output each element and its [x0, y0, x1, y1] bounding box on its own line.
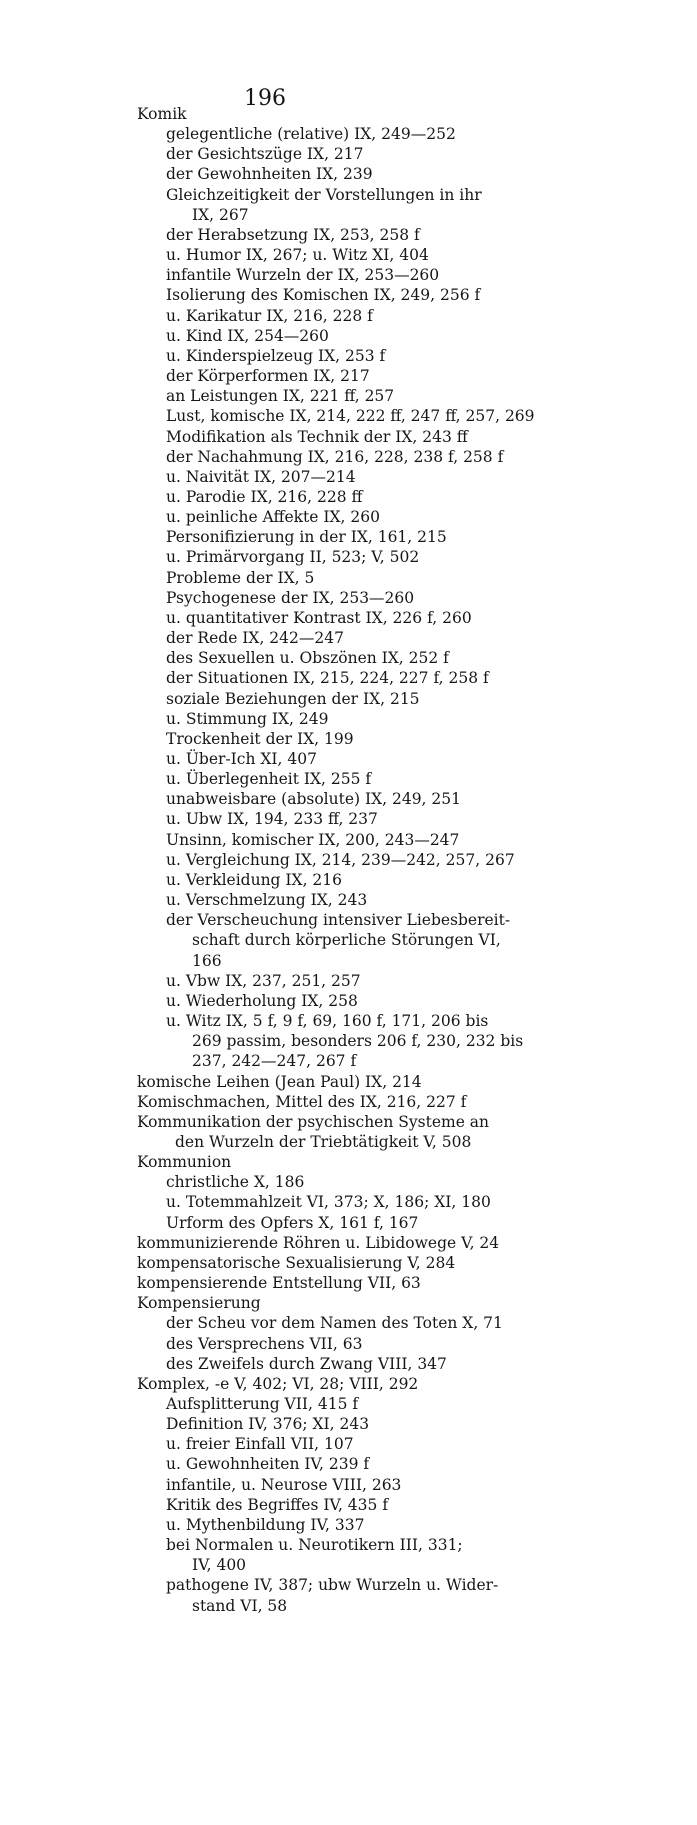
entry-line: Definition IV, 376; XI, 243 [166, 1415, 370, 1434]
index-subentry [0, 789, 697, 809]
entry-line: Aufsplitterung VII, 415 f [166, 1395, 359, 1413]
entry-continuation-line: 166 [192, 951, 222, 970]
entry-line: bei Normalen u. Neurotikern III, 331; [166, 1536, 463, 1555]
index-subentry [0, 1192, 697, 1212]
index-subentry [0, 527, 697, 547]
entry-line: unabweisbare (absolute) IX, 249, 251 [166, 790, 461, 809]
index-subentry [0, 1475, 697, 1495]
entry-line: der Gewohnheiten IX, 239 [166, 165, 373, 184]
index-subentry [0, 568, 697, 588]
index-subentry [0, 668, 697, 688]
index-subentry [0, 306, 697, 326]
index-list [0, 104, 697, 1616]
entry-line: pathogene IV, 387; ubw Wurzeln u. Wider- [166, 1576, 499, 1595]
index-subentry [0, 1535, 697, 1575]
index-heading [0, 1253, 697, 1273]
index-subentry [0, 809, 697, 829]
entry-line: Modifikation als Technik der IX, 243 ff [166, 427, 468, 446]
entry-line: Personifizierung in der IX, 161, 215 [166, 528, 447, 547]
entry-line: u. Kind IX, 254—260 [166, 326, 329, 345]
entry-line: u. Mythenbildung IV, 337 [166, 1515, 365, 1534]
index-subentry [0, 1394, 697, 1414]
index-subentry [0, 729, 697, 749]
entry-line: Lust, komische IX, 214, 222 ff, 247 ff, 257, 269 [166, 407, 535, 426]
index-subentry [0, 1454, 697, 1474]
index-subentry [0, 1434, 697, 1454]
index-subentry [0, 1313, 697, 1333]
entry-line: u. Wiederholung IX, 258 [166, 991, 358, 1010]
index-subentry [0, 628, 697, 648]
index-subentry [0, 971, 697, 991]
entry-line: u. Ubw IX, 194, 233 ff, 237 [166, 810, 378, 829]
entry-line: Urform des Opfers X, 161 f, 167 [166, 1213, 419, 1232]
index-subentry [0, 487, 697, 507]
entry-continuation-line: stand VI, 58 [192, 1596, 288, 1615]
entry-continuation-line: IV, 400 [192, 1556, 247, 1575]
index-heading [0, 104, 697, 124]
index-heading [0, 1293, 697, 1313]
index-subentry [0, 910, 697, 970]
entry-line: u. Witz IX, 5 f, 9 f, 69, 160 f, 171, 206 bis [166, 1012, 489, 1031]
entry-line: Komischmachen, Mittel des IX, 216, 227 f [137, 1092, 467, 1111]
entry-line: soziale Beziehungen der IX, 215 [166, 689, 420, 708]
entry-line: u. Vbw IX, 237, 251, 257 [166, 971, 361, 990]
index-subentry [0, 1354, 697, 1374]
index-subentry [0, 427, 697, 447]
entry-line: gelegentliche (relative) IX, 249—252 [166, 125, 456, 144]
index-heading [0, 1152, 697, 1172]
entry-continuation-line: 237, 242—247, 267 f [192, 1052, 357, 1071]
entry-line: infantile, u. Neurose VIII, 263 [166, 1475, 402, 1494]
entry-line: u. Karikatur IX, 216, 228 f [166, 306, 373, 325]
entry-line: der Rede IX, 242—247 [166, 629, 344, 648]
entry-line: u. Über-Ich XI, 407 [166, 750, 317, 768]
entry-line: Kompensierung [137, 1294, 261, 1313]
entry-line: u. freier Einfall VII, 107 [166, 1435, 354, 1454]
entry-line: der Körperformen IX, 217 [166, 367, 370, 386]
entry-line: des Sexuellen u. Obszönen IX, 252 f [166, 649, 449, 668]
index-subentry [0, 890, 697, 910]
index-subentry [0, 366, 697, 386]
entry-line: des Versprechens VII, 63 [166, 1334, 363, 1353]
index-subentry [0, 406, 697, 426]
entry-line: an Leistungen IX, 221 ff, 257 [166, 387, 395, 406]
entry-line: u. Parodie IX, 216, 228 ff [166, 487, 363, 506]
entry-line: kompensierende Entstellung VII, 63 [137, 1274, 421, 1293]
entry-line: der Nachahmung IX, 216, 228, 238 f, 258 f [166, 447, 504, 466]
index-subentry [0, 709, 697, 729]
index-heading [0, 1092, 697, 1112]
entry-line: u. Naivität IX, 207—214 [166, 467, 356, 486]
index-subentry [0, 346, 697, 366]
entry-line: Trockenheit der IX, 199 [166, 729, 354, 748]
entry-line: Kritik des Begriffes IV, 435 f [166, 1495, 389, 1514]
entry-line: komische Leihen (Jean Paul) IX, 214 [137, 1072, 422, 1091]
index-subentry [0, 225, 697, 245]
index-subentry [0, 870, 697, 890]
entry-line: Isolierung des Komischen IX, 249, 256 f [166, 286, 481, 305]
index-subentry [0, 245, 697, 265]
entry-line: Psychogenese der IX, 253—260 [166, 588, 415, 607]
entry-continuation-line: schaft durch körperliche Störungen VI, [192, 931, 501, 950]
index-heading [0, 1233, 697, 1253]
entry-line: der Herabsetzung IX, 253, 258 f [166, 225, 420, 244]
entry-line: u. Totemmahlzeit VI, 373; X, 186; XI, 180 [166, 1193, 491, 1212]
index-subentry [0, 547, 697, 567]
index-heading [0, 1072, 697, 1092]
entry-line: u. Humor IX, 267; u. Witz XI, 404 [166, 246, 429, 265]
index-subentry [0, 447, 697, 467]
index-subentry [0, 769, 697, 789]
index-subentry [0, 164, 697, 184]
page-number: 196 [244, 86, 286, 111]
entry-line: der Scheu vor dem Namen des Toten X, 71 [166, 1314, 503, 1333]
entry-line: kommunizierende Röhren u. Libidowege V, 24 [137, 1233, 500, 1252]
index-subentry [0, 1495, 697, 1515]
index-subentry [0, 588, 697, 608]
index-subentry [0, 1011, 697, 1071]
index-subentry [0, 1575, 697, 1615]
entry-continuation-line: den Wurzeln der Triebtätigkeit V, 508 [175, 1132, 472, 1151]
entry-line: Komik [137, 105, 187, 123]
index-subentry [0, 749, 697, 769]
index-subentry [0, 124, 697, 144]
index-subentry [0, 185, 697, 225]
entry-continuation-line: 269 passim, besonders 206 f, 230, 232 bis [192, 1032, 524, 1051]
index-subentry [0, 1515, 697, 1535]
entry-line: u. Primärvorgang II, 523; V, 502 [166, 548, 420, 567]
entry-line: u. Stimmung IX, 249 [166, 709, 329, 728]
index-subentry [0, 608, 697, 628]
entry-line: Komplex, -e V, 402; VI, 28; VIII, 292 [137, 1374, 419, 1393]
index-subentry [0, 830, 697, 850]
index-subentry [0, 648, 697, 668]
index-subentry [0, 1172, 697, 1192]
index-heading [0, 1273, 697, 1293]
entry-line: u. peinliche Affekte IX, 260 [166, 508, 380, 527]
index-subentry [0, 467, 697, 487]
index-subentry [0, 850, 697, 870]
entry-line: u. Gewohnheiten IV, 239 f [166, 1455, 370, 1474]
entry-line: u. Kinderspielzeug IX, 253 f [166, 346, 386, 365]
entry-line: christliche X, 186 [166, 1173, 305, 1192]
index-subentry [0, 265, 697, 285]
entry-line: Kommunikation der psychischen Systeme an [137, 1112, 490, 1131]
index-subentry [0, 689, 697, 709]
index-subentry [0, 507, 697, 527]
entry-line: u. Verkleidung IX, 216 [166, 870, 343, 889]
entry-line: u. Vergleichung IX, 214, 239—242, 257, 267 [166, 850, 515, 869]
entry-line: Probleme der IX, 5 [166, 568, 315, 587]
entry-line: Gleichzeitigkeit der Vorstellungen in ihr [166, 185, 482, 204]
entry-line: der Verscheuchung intensiver Liebesbereit- [166, 911, 511, 930]
index-subentry [0, 991, 697, 1011]
index-heading [0, 1112, 697, 1152]
entry-line: u. quantitativer Kontrast IX, 226 f, 260 [166, 608, 472, 627]
index-subentry [0, 326, 697, 346]
index-heading [0, 1374, 697, 1394]
entry-continuation-line: IX, 267 [192, 205, 249, 224]
entry-line: u. Überlegenheit IX, 255 f [166, 770, 372, 789]
index-subentry [0, 1414, 697, 1434]
entry-line: u. Verschmelzung IX, 243 [166, 891, 368, 910]
entry-line: infantile Wurzeln der IX, 253—260 [166, 266, 440, 285]
index-subentry [0, 1213, 697, 1233]
entry-line: der Situationen IX, 215, 224, 227 f, 258 f [166, 669, 489, 688]
entry-line: des Zweifels durch Zwang VIII, 347 [166, 1354, 447, 1373]
entry-line: Kommunion [137, 1153, 232, 1172]
entry-line: der Gesichtszüge IX, 217 [166, 145, 364, 164]
index-subentry [0, 285, 697, 305]
entry-line: kompensatorische Sexualisierung V, 284 [137, 1253, 456, 1272]
index-subentry [0, 144, 697, 164]
entry-line: Unsinn, komischer IX, 200, 243—247 [166, 830, 460, 849]
index-subentry [0, 386, 697, 406]
index-subentry [0, 1334, 697, 1354]
